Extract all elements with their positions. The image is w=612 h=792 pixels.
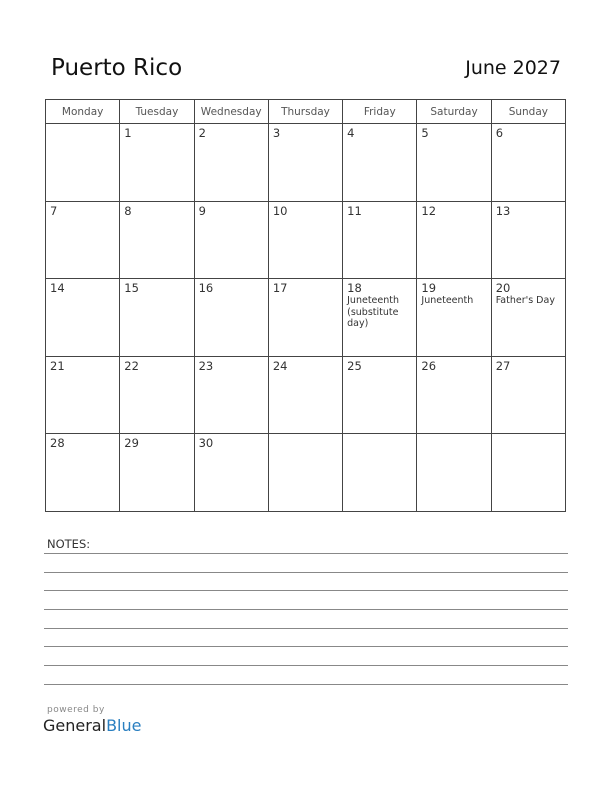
day-cell	[120, 356, 194, 434]
day-cell	[46, 124, 120, 202]
day-cell	[268, 356, 342, 434]
day-cell	[417, 434, 491, 512]
day-cell	[120, 434, 194, 512]
day-cell	[343, 279, 417, 357]
month-label: June 2027	[465, 57, 561, 79]
weekday-header-row	[46, 100, 566, 124]
page-title: Puerto Rico	[51, 55, 183, 81]
brand-logo	[43, 716, 141, 735]
brand-general: General	[43, 716, 107, 735]
weekday-header: Monday	[46, 100, 120, 124]
day-cell	[194, 434, 268, 512]
day-number: 2	[198, 126, 206, 140]
day-number: 10	[272, 203, 288, 218]
day-number: 26	[421, 358, 437, 373]
day-number: 12	[421, 203, 437, 218]
notes-line	[44, 665, 568, 666]
day-number: 17	[272, 281, 288, 296]
day-cell	[46, 356, 120, 434]
calendar-grid	[45, 99, 566, 512]
day-number: 27	[495, 358, 511, 373]
day-number: 6	[495, 126, 504, 140]
weekday-header: Sunday	[491, 100, 565, 124]
day-cell	[417, 124, 491, 202]
day-cell	[194, 356, 268, 434]
day-number: 1	[124, 126, 132, 140]
notes-line	[44, 684, 568, 685]
weekday-header: Thursday	[268, 100, 342, 124]
holiday-label: Father's Day	[495, 295, 555, 307]
day-cell	[120, 201, 194, 279]
day-cell	[491, 434, 565, 512]
day-cell	[417, 201, 491, 279]
day-number: 13	[495, 203, 511, 218]
notes-label: NOTES:	[47, 537, 91, 551]
day-number: 3	[272, 126, 281, 140]
day-cell	[194, 279, 268, 357]
day-number: 14	[50, 281, 65, 296]
day-number: 8	[124, 203, 132, 218]
day-cell	[120, 279, 194, 357]
notes-line	[44, 572, 568, 573]
day-cell	[268, 201, 342, 279]
day-number: 16	[198, 281, 214, 296]
powered-by-label: powered by	[47, 705, 105, 715]
notes-line	[44, 628, 568, 629]
weekday-header: Saturday	[417, 100, 491, 124]
day-number: 28	[50, 436, 65, 451]
notes-line	[44, 609, 568, 610]
day-cell	[120, 124, 194, 202]
day-number: 20	[495, 281, 511, 296]
day-cell	[491, 201, 565, 279]
notes-line	[44, 553, 568, 554]
day-cell	[343, 201, 417, 279]
day-cell	[194, 201, 268, 279]
week-row	[46, 434, 566, 512]
week-row	[46, 279, 566, 357]
holiday-label: Juneteenth	[421, 295, 474, 307]
day-number: 24	[272, 358, 288, 373]
day-cell	[417, 356, 491, 434]
day-cell	[343, 434, 417, 512]
day-cell	[417, 279, 491, 357]
day-number: 25	[347, 358, 362, 373]
day-number: 29	[124, 436, 139, 451]
day-cell	[491, 356, 565, 434]
day-cell	[491, 279, 565, 357]
day-number: 22	[124, 358, 139, 373]
day-number: 9	[198, 203, 206, 218]
day-cell	[46, 279, 120, 357]
day-cell	[46, 434, 120, 512]
holiday-label: Juneteenth (substitute day)	[347, 295, 399, 330]
week-row	[46, 124, 566, 202]
day-number: 18	[347, 281, 362, 296]
day-number: 5	[421, 126, 429, 140]
weekday-header: Friday	[343, 100, 417, 124]
day-cell	[46, 201, 120, 279]
day-cell	[268, 434, 342, 512]
day-cell	[491, 124, 565, 202]
notes-line	[44, 590, 568, 591]
day-cell	[268, 124, 342, 202]
weekday-header: Wednesday	[194, 100, 268, 124]
day-cell	[194, 124, 268, 202]
day-number: 7	[50, 203, 58, 218]
day-number: 30	[198, 436, 214, 451]
day-number: 11	[347, 203, 362, 218]
week-row	[46, 201, 566, 279]
day-number: 15	[124, 281, 139, 296]
day-cell	[343, 356, 417, 434]
day-number: 21	[50, 358, 65, 373]
day-cell	[268, 279, 342, 357]
day-cell	[343, 124, 417, 202]
weekday-header: Tuesday	[120, 100, 194, 124]
day-number: 23	[198, 358, 214, 373]
notes-line	[44, 646, 568, 647]
brand-blue: Blue	[106, 716, 142, 735]
week-row	[46, 356, 566, 434]
day-number: 4	[347, 126, 355, 140]
day-number: 19	[421, 281, 437, 296]
